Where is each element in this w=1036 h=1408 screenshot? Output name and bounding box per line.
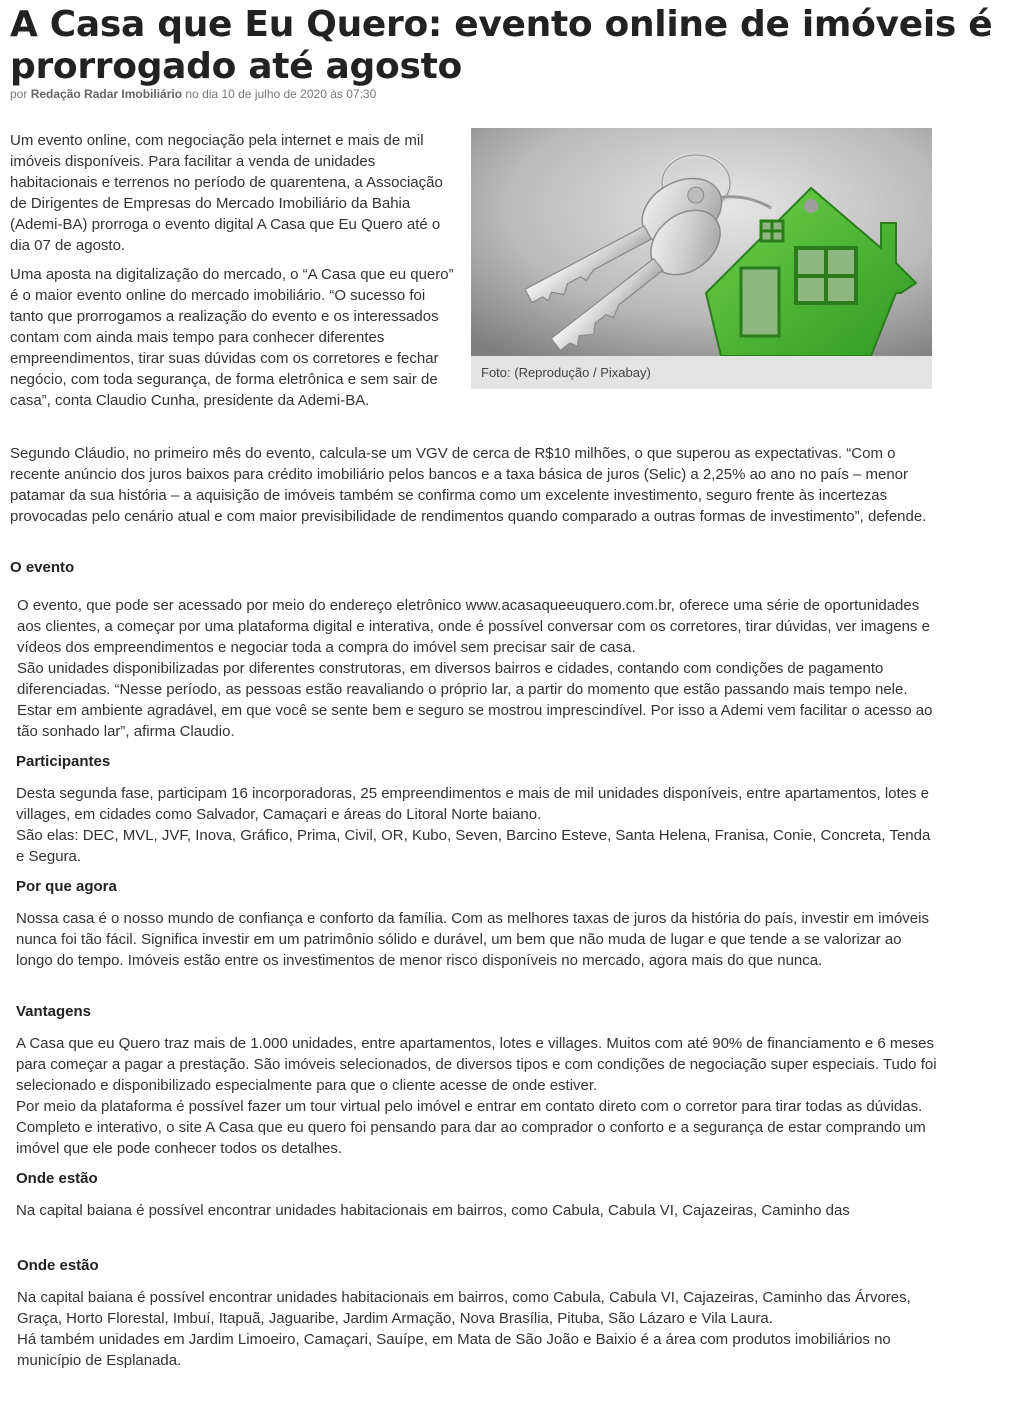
figure-caption: Foto: (Reprodução / Pixabay) [481, 365, 651, 380]
section-heading: O evento [10, 559, 75, 576]
section-paragraph: São elas: DEC, MVL, JVF, Inova, Gráfico, Prima, Civil, OR, Kubo, Seven, Barcino Esteve, Santa Helena, Franisa, Conie, Concreta, Tenda e Segura. [16, 827, 931, 865]
byline-prefix: por [10, 87, 28, 101]
author-link[interactable]: Redação Radar Imobiliário [30, 87, 183, 101]
section-paragraph: Por meio da plataforma é possível fazer um tour virtual pelo imóvel e entrar em contato direto com o corretor para tirar todas as dúvidas. Completo e interativo, o site A Casa que eu quero foi pensando para dar ao comprador o conforto e a segurança de estar comprando um imóvel que ele pode conhecer todos os detalhes. [16, 1098, 926, 1157]
publish-date: no dia 10 de julho de 2020 às 07:30 [185, 87, 377, 101]
section-paragraph: O evento, que pode ser acessado por meio do endereço eletrônico www.acasaqueeuquero.com.br, oferece uma série de oportunidades aos clientes, a começar por uma plataforma digital e interativa, onde é possível conversar com os corretores, tirar dúvidas, ver imagens e vídeos dos empreendimentos e negociar toda a compra do imóvel sem precisar sair de casa. [17, 597, 930, 656]
section-paragraph: Na capital baiana é possível encontrar unidades habitacionais em bairros, como Cabula, Cabula VI, Cajazeiras, Caminho das Árvores, Graça, Horto Florestal, Imbuí, Itapuã, Jaguaribe, Jardim Armação, Nova Brasília, Pituba, São Lázaro e Vila Laura. [17, 1289, 911, 1327]
intro-paragraph: Uma aposta na digitalização do mercado, o “A Casa que eu quero” é o maior evento online do mercado imobiliário. “O sucesso foi tanto que prorrogamos a realização do evento e os interessados contam com ainda mais tempo para conhecer diferentes empreendimentos, tirar suas dúvidas com os corretores e fechar negócio, com toda segurança, de forma eletrônica e sem sair de casa”, conta Claudio Cunha, presidente da Ademi-BA. [10, 266, 454, 409]
section-heading: Participantes [16, 753, 111, 770]
intro-paragraph: Segundo Cláudio, no primeiro mês do evento, calcula-se um VGV de cerca de R$10 milhões, o que superou as expectativas. “Com o recente anúncio dos juros baixos para crédito imobiliário pelos bancos e a taxa básica de juros (Selic) a 2,25% ao ano no país – menor patamar da sua história – a aquisição de imóveis também se confirma como um excelente investimento, seguro frente às incertezas provocadas pelo cenário atual e com maior previsibilidade de rendimentos quando comparado a outras formas de investimento”, defende. [10, 445, 927, 525]
section-paragraph: Nossa casa é o nosso mundo de confiança e conforto da família. Com as melhores taxas de juros da história do país, investir em imóveis nunca foi tão fácil. Significa investir em um patrimônio sólido e durável, um bem que não muda de lugar e que tende a se valorizar ao longo do tempo. Imóveis estão entre os investimentos de menor risco disponíveis no mercado, agora mais do que nunca. [16, 910, 929, 969]
section-paragraph: Há também unidades em Jardim Limoeiro, Camaçari, Sauípe, em Mata de São João e Baixio é a área com produtos imobiliários no município de Esplanada. [17, 1331, 891, 1369]
section-heading: Onde estão [17, 1257, 99, 1274]
keys-house-photo [471, 128, 932, 356]
section-heading: Onde estão [16, 1170, 98, 1187]
section-paragraph: A Casa que eu Quero traz mais de 1.000 unidades, entre apartamentos, lotes e villages. Muitos com até 90% de financiamento e 6 meses para começar a pagar a prestação. São imóveis selecionados, de diversos tipos e com condições de negociação super especiais. Tudo foi selecionado e disponibilizado especialmente para que o cliente acesse de onde estiver. [16, 1035, 937, 1094]
article-figure [471, 128, 932, 389]
article-title: A Casa que Eu Quero: evento online de imóveis é prorrogado até agosto [10, 4, 993, 87]
section-heading: Por que agora [16, 878, 117, 895]
intro-paragraph: Um evento online, com negociação pela internet e mais de mil imóveis disponíveis. Para facilitar a venda de unidades habitacionais e terrenos no período de quarentena, a Associação de Dirigentes de Empresas do Mercado Imobiliário da Bahia (Ademi-BA) prorroga o evento digital A Casa que Eu Quero até o dia 07 de agosto. [10, 132, 443, 254]
section-heading: Vantagens [16, 1003, 92, 1020]
section-paragraph: Na capital baiana é possível encontrar unidades habitacionais em bairros, como Cabula, Cabula VI, Cajazeiras, Caminho das [16, 1202, 850, 1219]
section-paragraph: Desta segunda fase, participam 16 incorporadoras, 25 empreendimentos e mais de mil unidades disponíveis, entre apartamentos, lotes e villages, em cidades como Salvador, Camaçari e áreas do Litoral Norte baiano. [16, 785, 930, 823]
section-paragraph: São unidades disponibilizadas por diferentes construtoras, em diversos bairros e cidades, contando com condições de pagamento diferenciadas. “Nesse período, as pessoas estão reavaliando o próprio lar, a partir do momento que estão passando mais tempo nele. Estar em ambiente agradável, em que você se sente bem e seguro se mostrou imprescindível. Por isso a Ademi vem facilitar o acesso ao tão sonhado lar”, afirma Claudio. [17, 660, 933, 740]
byline [10, 87, 376, 101]
